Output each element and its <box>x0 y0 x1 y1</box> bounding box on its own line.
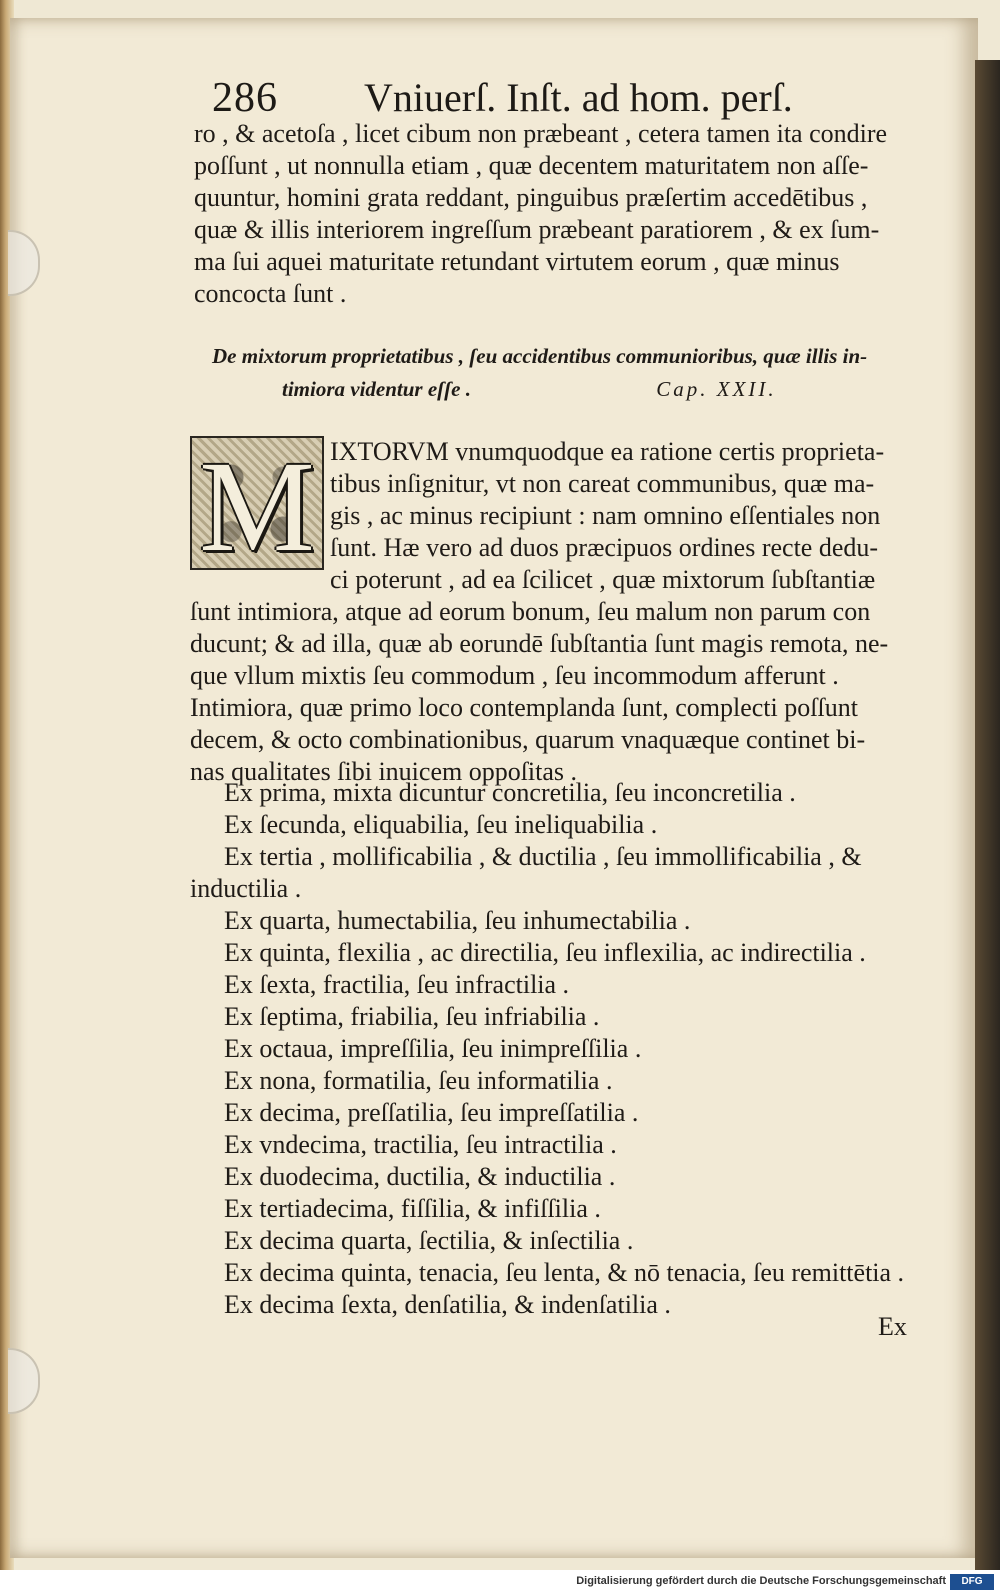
chapter-number: Cap. XXII. <box>656 377 777 401</box>
list-item: Ex nona, formatilia, ſeu informatilia . <box>224 1066 613 1095</box>
page-number: 286 <box>212 75 278 121</box>
text-line: IXTORVM vnumquodque ea ratione certis proprieta- <box>330 437 885 466</box>
continued-text <box>194 118 934 310</box>
text-line: quæ & illis interiorem ingreſſum præbeant paratiorem , & ex ſum- <box>194 215 880 244</box>
page-header <box>212 74 832 122</box>
text-line: concocta ſunt . <box>194 279 347 308</box>
list-item: Ex ſexta, fractilia, ſeu infractilia . <box>224 970 570 999</box>
text-line: poſſunt , ut nonnulla etiam , quæ decentem maturitatem non aſſe- <box>194 151 869 180</box>
list-item: Ex vndecima, tractilia, ſeu intractilia . <box>224 1130 617 1159</box>
list-item: Ex decima quinta, tenacia, ſeu lenta, & nō tenacia, ſeu remittētia . <box>224 1258 905 1287</box>
text-line: nas qualitates ſibi inuicem oppoſitas . <box>190 757 578 786</box>
chapter-heading <box>212 340 912 406</box>
list-item: Ex octaua, impreſſilia, ſeu inimpreſſilia . <box>224 1034 642 1063</box>
chapter-title-line: De mixtorum proprietatibus , ſeu accidentibus communioribus, quæ illis in- <box>212 344 868 368</box>
funding-notice: Digitalisierung gefördert durch die Deutsche Forschungsgemeinschaft <box>576 1575 946 1587</box>
chapter-title-line-2: timiora videntur eſſe . <box>282 377 471 401</box>
list-item: Ex quinta, flexilia , ac directilia, ſeu inflexilia, ac indirectilia . <box>224 938 866 967</box>
list-item: Ex ſecunda, eliquabilia, ſeu ineliquabilia . <box>224 810 658 839</box>
text-line: tibus inſignitur, vt non careat communibus, quæ ma- <box>330 469 875 498</box>
initial-letter: M <box>199 435 315 579</box>
text-line: ſunt. Hæ vero ad duos præcipuos ordines recte dedu- <box>330 533 879 562</box>
list-item: Ex ſeptima, friabilia, ſeu infriabilia . <box>224 1002 600 1031</box>
list-item: Ex prima, mixta dicuntur concretilia, ſeu inconcretilia . <box>224 778 796 807</box>
text-line: ro , & acetoſa , licet cibum non præbeant , cetera tamen ita condire <box>194 119 888 148</box>
text-line: decem, & octo combinationibus, quarum vnaquæque continet bi- <box>190 725 866 754</box>
text-line: ducunt; & ad illa, quæ ab eorundē ſubſtantia ſunt magis remota, ne- <box>190 629 889 658</box>
list-item: Ex quarta, humectabilia, ſeu inhumectabilia . <box>224 906 691 935</box>
list-item: Ex decima quarta, ſectilia, & inſectilia . <box>224 1226 634 1255</box>
combination-list <box>190 777 944 1321</box>
list-item: Ex duodecima, ductilia, & inductilia . <box>224 1162 616 1191</box>
text-line: Intimiora, quæ primo loco contemplanda ſunt, complecti poſſunt <box>190 693 858 722</box>
text-line: ſunt intimiora, atque ad eorum bonum, ſeu malum non parum con <box>190 597 871 626</box>
text-line: que vllum mixtis ſeu commodum , ſeu incommodum afferunt . <box>190 661 839 690</box>
text-line: ma ſui aquei maturitate retundant virtutem eorum , quæ minus <box>194 247 840 276</box>
text-line: quuntur, homini grata reddant, pinguibus præſertim accedētibus , <box>194 183 868 212</box>
text-line: gis , ac minus recipiunt : nam omnino eſſentiales non <box>330 501 881 530</box>
catchword: Ex <box>878 1312 907 1341</box>
text-line: ci poterunt , ad ea ſcilicet , quæ mixtorum ſubſtantiæ <box>330 565 876 594</box>
list-item: Ex tertiadecima, fiſſilia, & infiſſilia . <box>224 1194 601 1223</box>
chapter-paragraph <box>190 436 940 788</box>
chapter-title-line <box>212 373 912 406</box>
running-title: Vniuerſ. Inſt. ad hom. perſ. <box>364 75 793 120</box>
digitization-footer <box>0 1570 1000 1595</box>
list-item: Ex tertia , mollificabilia , & ductilia , ſeu immollificabilia , & <box>224 842 862 871</box>
list-item-continuation: inductilia . <box>190 874 302 903</box>
binding-shadow <box>975 60 1000 1570</box>
dfg-logo: DFG <box>950 1574 994 1590</box>
list-item: Ex decima ſexta, denſatilia, & indenſatilia . <box>224 1290 671 1319</box>
list-item: Ex decima, preſſatilia, ſeu impreſſatilia . <box>224 1098 639 1127</box>
